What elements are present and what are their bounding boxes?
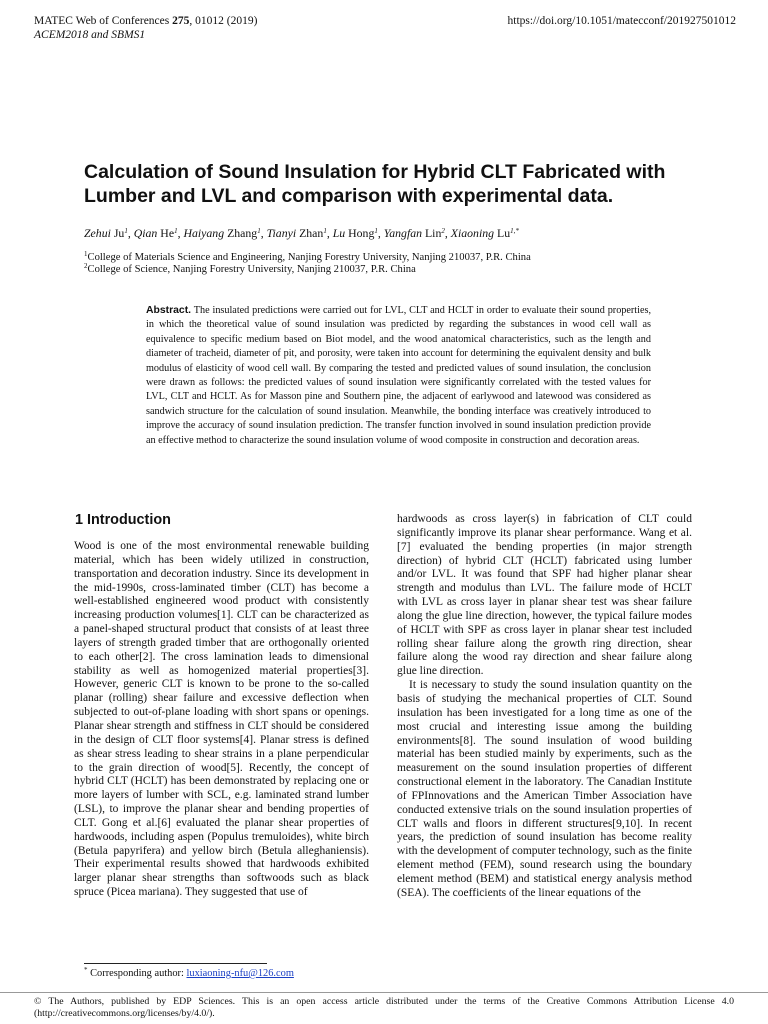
affiliation — [84, 261, 531, 276]
author-given-name: Xiaoning — [450, 226, 495, 240]
license-text: © The Authors, published by EDP Sciences. This is an open access article distributed under the terms of the Creative Commons Attribution License 4.0 (http://creativecommons.org/licenses/by/4.0/). — [34, 996, 734, 1019]
author-separator: , — [260, 226, 267, 240]
author — [333, 226, 384, 240]
author — [84, 226, 134, 240]
abstract-text: The insulated predictions were carried out for LVL, CLT and HCLT in order to evaluate their sound properties, in which the theoretical value of sound insulation was predicted by regarding the substances in wood cell wall as equivalence to specific medium based on Biot model, and the wood anatomical characteristics, such as the length and diameter of tracheid, diameter of pit, and porosity, were taken into account for determining the equivalent density and bulk modulus of elasticity of wood cell wall. By comparing the tested and predicted values of sound insulation, the conclusion were drawn as follows: the predicted values of sound insulation were significantly correlated with the tested values for LVL, CLT and HCLT. As for Masson pine and Southern pine, the adjacent of earlywood and latewood was considered as sandwich structure for the calculation of sound insulation. Meanwhile, the bonding interface was creatively introduced to improve the accuracy of sound insulation prediction. The transfer function involved in sound insulation prediction provide an effective method to characterize the sound insulation volume of wood composite in construction and decoration areas. — [146, 305, 651, 446]
body-column-left — [74, 540, 369, 900]
footnote-rule — [84, 963, 267, 964]
affiliation-text: College of Materials Science and Engineering, Nanjing Forestry University, Nanjing 210037, P.R. China — [87, 252, 531, 263]
affiliation-text: College of Science, Nanjing Forestry University, Nanjing 210037, P.R. China — [87, 263, 416, 275]
author — [267, 226, 333, 240]
body-column-right — [397, 513, 692, 901]
author-family-name: Lu — [496, 226, 511, 240]
author-affiliation-mark: 1 — [323, 227, 327, 235]
paragraph: It is necessary to study the sound insulation quantity on the basis of studying the mechanical properties of CLT. Sound insulation has been investigated for a long time as one of the most crucial and interesting issue among the building environments[8]. The sound insulation of wood building material has been studied mainly by experiments, such as the measurement on the sound insulation properties of different constructional element in the laboratory. The Canadian Institute of FPInnovations and the American Timber Association have conducted extensive trials on the sound insulation properties of CLT walls and floors in different structures[9,10]. In recent years, the prediction of sound insulation has become reality with the development of computer technology, such as the finite element method (FEM), sound research using the boundary element method (BEM) and statistical energy analysis method (SEA). The coefficients of the linear equations of the — [397, 679, 692, 899]
journal-line — [34, 14, 257, 28]
running-header-left — [34, 14, 257, 42]
section-heading: 1 Introduction — [75, 512, 171, 528]
affiliation-mark: 2 — [84, 261, 88, 270]
journal-name: MATEC Web of Conferences — [34, 15, 170, 27]
abstract-label: Abstract. — [146, 305, 192, 316]
author-family-name: He — [160, 226, 175, 240]
license-rule — [0, 992, 768, 993]
author-family-name: Zhan — [299, 226, 324, 240]
paragraph: hardwoods as cross layer(s) in fabrication of CLT could significantly improve its planar shear performance. Wang et al.[7] evaluated the bending properties (in major strength direction) of hybrid CLT (HCLT) fabricated using lumber and/or LVL. It was found that SPF had higher planar shear strength and modulus than LVL. The failure mode of HCLT with LVL as cross layer in planar shear test was shear failure along the glue line direction, however, the typical failure modes of HCLT with SPF as cross layer in planar shear test included rolling shear failure along the growth ring direction, shear failure along the wood ray direction and shear failure along glue line direction. — [397, 513, 692, 678]
author-separator: , — [127, 226, 134, 240]
title-line-2: Lumber and LVL and comparison with experimental data. — [84, 185, 614, 207]
author-separator: , — [326, 226, 333, 240]
author-family-name: Lin — [424, 226, 442, 240]
author-given-name: Tianyi — [266, 226, 297, 240]
author-affiliation-mark: 1 — [374, 227, 378, 235]
author-separator: , — [377, 226, 384, 240]
conference-name: ACEM2018 and SBMS1 — [34, 29, 146, 41]
journal-volume: 275 — [172, 15, 190, 27]
author-given-name: Haiyang — [183, 226, 225, 240]
paper-title — [84, 160, 704, 208]
article-number-year: , 01012 (2019) — [189, 15, 258, 27]
author-family-name: Zhang — [227, 226, 258, 240]
footnote-mark: * — [84, 966, 88, 974]
author-list — [84, 226, 519, 241]
author-family-name: Hong — [348, 226, 375, 240]
author — [134, 226, 184, 240]
author-given-name: Qian — [133, 226, 158, 240]
author-separator: , — [444, 226, 451, 240]
footnote — [84, 967, 294, 980]
doi-link[interactable]: https://doi.org/10.1051/matecconf/201927501012 — [507, 15, 736, 27]
abstract — [146, 304, 651, 448]
author-given-name: Yangfan — [383, 226, 423, 240]
paragraph: Wood is one of the most environmental renewable building material, which has been widely utilized in construction, transportation and decoration industry. Since its development in the mid-1990s, cross-laminated timber (CLT) has become a well-established engineered wood product with consistently increasing production volumes[1]. CLT can be characterized as a panel-shaped structural product that consists of at least three layers of strength graded timber that are orthogonally oriented to each other[2]. The cross lamination leads to dimensional stability as well as homogenized material properties[3]. However, generic CLT is known to be prone to the so-called planar (rolling) shear failure and excessive deflection when subjected to out-of-plane loading with short spans or openings. Planar shear strength and stiffness in CLT should be considered in the design of CLT floor systems[4]. Planar stress is defined as shear stress leading to shear strains in a plane perpendicular to the grain direction of wood[5]. Recently, the concept of hybrid CLT (HCLT) has been demonstrated by replacing one or more layers of lumber with SCL, e.g. laminated strand lumber (LSL), to improve the planar shear and bending properties of CLT. Gong et al.[6] evaluated the planar shear properties of hardwoods, including aspen (Populus tremuloides), white birch (Betula papyrifera) and yellow birch (Betula alleghaniensis). Their experimental results showed that hardwoods exhibited larger planar shear strengths than softwoods such as black spruce (Picea mariana). They suggested that use of — [74, 540, 369, 899]
author-affiliation-mark: 1 — [124, 227, 128, 235]
footnote-label: Corresponding author: — [90, 968, 187, 979]
author-given-name: Lu — [332, 226, 346, 240]
affiliation — [84, 252, 531, 264]
corresponding-email-link[interactable]: luxiaoning-nfu@126.com — [186, 968, 294, 979]
author-affiliation-mark: 1 — [174, 227, 178, 235]
author — [451, 226, 519, 240]
author-separator: , — [177, 226, 184, 240]
author-affiliation-mark: 2 — [441, 227, 445, 235]
author-family-name: Ju — [113, 226, 125, 240]
author-given-name: Zehui — [84, 226, 111, 240]
author-affiliation-mark: 1,* — [510, 227, 519, 235]
author-affiliation-mark: 1 — [257, 227, 261, 235]
affiliation-list — [84, 252, 531, 275]
author — [384, 226, 451, 240]
author — [183, 226, 266, 240]
title-line-1: Calculation of Sound Insulation for Hybrid CLT Fabricated with — [84, 161, 666, 183]
affiliation-mark: 1 — [84, 250, 88, 258]
